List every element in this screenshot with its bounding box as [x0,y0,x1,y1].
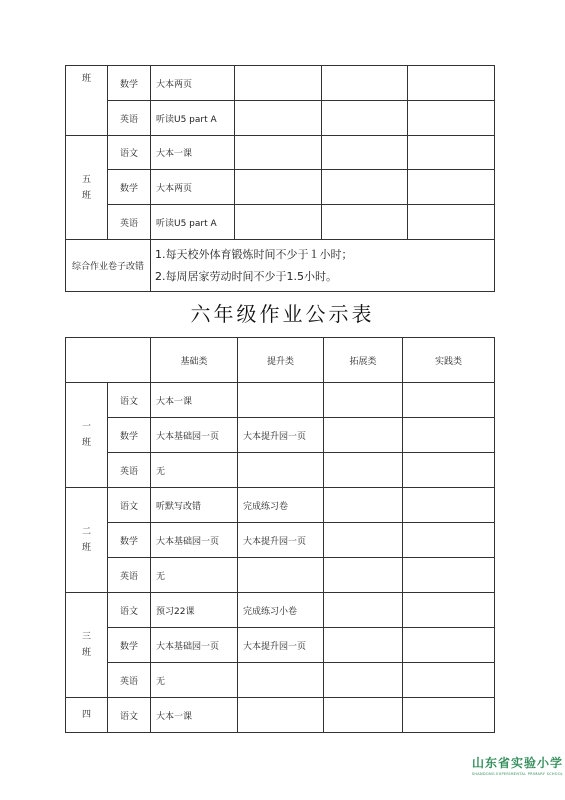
empty-cell [235,66,322,101]
empty-cell [403,453,495,488]
basic-cell: 大本基础园一页 [151,523,238,558]
table-row [66,101,495,136]
class-cell [66,488,108,593]
combined-homework-label: 综合作业卷子改错 [66,240,151,292]
combined-line-2: 2.每周居家劳动时间不少于1.5小时。 [155,269,337,283]
table-row [66,453,495,488]
empty-cell [408,170,495,205]
class-cell [66,136,108,240]
subject-cell: 英语 [108,663,151,698]
header-advanced: 提升类 [238,338,324,383]
empty-cell [324,628,403,663]
table-row [66,240,495,292]
advanced-cell: 大本提升园一页 [238,628,324,663]
basic-cell: 无 [151,453,238,488]
table-row [66,698,495,733]
table-row [66,663,495,698]
table-row [66,205,495,240]
class-cell [66,593,108,698]
empty-cell [324,593,403,628]
empty-cell [403,488,495,523]
empty-cell [403,628,495,663]
basic-cell: 无 [151,558,238,593]
empty-cell [408,66,495,101]
table-row [66,383,495,418]
empty-cell [235,101,322,136]
advanced-cell: 完成练习小卷 [238,593,324,628]
advanced-cell [238,663,324,698]
table-row [66,488,495,523]
subject-cell: 语文 [108,593,151,628]
empty-cell [403,698,495,733]
empty-cell [403,558,495,593]
basic-cell: 大本一课 [151,698,238,733]
homework-cell: 大本两页 [151,66,235,101]
subject-cell: 英语 [108,453,151,488]
advanced-cell: 完成练习卷 [238,488,324,523]
combined-line-1: 1.每天校外体育锻炼时间不少于１小时； [155,247,353,261]
grade5-homework-table-continued [65,65,495,292]
empty-cell [322,101,408,136]
subject-cell: 数学 [108,170,151,205]
advanced-cell [238,558,324,593]
basic-cell: 大本基础园一页 [151,628,238,663]
table-row [66,418,495,453]
basic-cell: 大本基础园一页 [151,418,238,453]
empty-cell [324,488,403,523]
empty-cell [403,383,495,418]
subject-cell: 数学 [108,66,151,101]
advanced-cell: 大本提升园一页 [238,523,324,558]
empty-cell [235,205,322,240]
empty-cell [324,383,403,418]
header-row [66,338,495,383]
basic-cell: 听默写改错 [151,488,238,523]
school-logo [470,754,565,776]
basic-cell: 无 [151,663,238,698]
empty-cell [403,418,495,453]
empty-cell [322,205,408,240]
school-name-cn: 山东省实验小学 [471,756,563,770]
header-basic: 基础类 [151,338,238,383]
class-label: 三 班 [81,632,91,658]
class-cell [66,383,108,488]
homework-cell: 大本两页 [151,170,235,205]
empty-cell [235,170,322,205]
empty-cell [403,593,495,628]
combined-homework-text [151,240,495,292]
subject-cell: 英语 [108,205,151,240]
empty-cell [322,66,408,101]
class-cell: 班 [66,66,108,136]
table-row [66,66,495,101]
advanced-cell [238,453,324,488]
empty-cell [322,170,408,205]
subject-cell: 语文 [108,383,151,418]
table-row [66,628,495,663]
empty-cell [324,418,403,453]
advanced-cell [238,698,324,733]
empty-cell [408,205,495,240]
empty-cell [324,558,403,593]
basic-cell: 大本一课 [151,383,238,418]
homework-cell: 听读U5 part A [151,101,235,136]
subject-cell: 语文 [108,698,151,733]
class-label: 一 班 [81,422,91,448]
page-title: 六年级作业公示表 [190,302,375,326]
homework-cell: 听读U5 part A [151,205,235,240]
empty-cell [324,453,403,488]
homework-cell: 大本一课 [151,136,235,170]
header-practice: 实践类 [403,338,495,383]
empty-cell [403,663,495,698]
empty-cell [324,698,403,733]
class-cell: 四 [66,698,108,733]
subject-cell: 数学 [108,523,151,558]
class-label: 二 班 [81,527,91,553]
empty-cell [322,136,408,170]
subject-cell: 语文 [108,136,151,170]
subject-cell: 英语 [108,101,151,136]
empty-cell [403,523,495,558]
advanced-cell: 大本提升园一页 [238,418,324,453]
advanced-cell [238,383,324,418]
empty-cell [324,523,403,558]
empty-cell [324,663,403,698]
table-row [66,523,495,558]
empty-cell [408,101,495,136]
table-row [66,170,495,205]
subject-cell: 英语 [108,558,151,593]
corner-cell [66,338,151,383]
class-label: 五 班 [81,174,91,201]
table-row [66,593,495,628]
subject-cell: 数学 [108,628,151,663]
basic-cell: 预习22课 [151,593,238,628]
grade6-homework-table [65,337,495,733]
empty-cell [408,136,495,170]
table-row [66,136,495,170]
school-name-en: SHANDONG EXPERIMENTAL PRIMARY SCHOOL [471,772,564,776]
subject-cell: 数学 [108,418,151,453]
empty-cell [235,136,322,170]
subject-cell: 语文 [108,488,151,523]
table-row [66,558,495,593]
header-extension: 拓展类 [324,338,403,383]
